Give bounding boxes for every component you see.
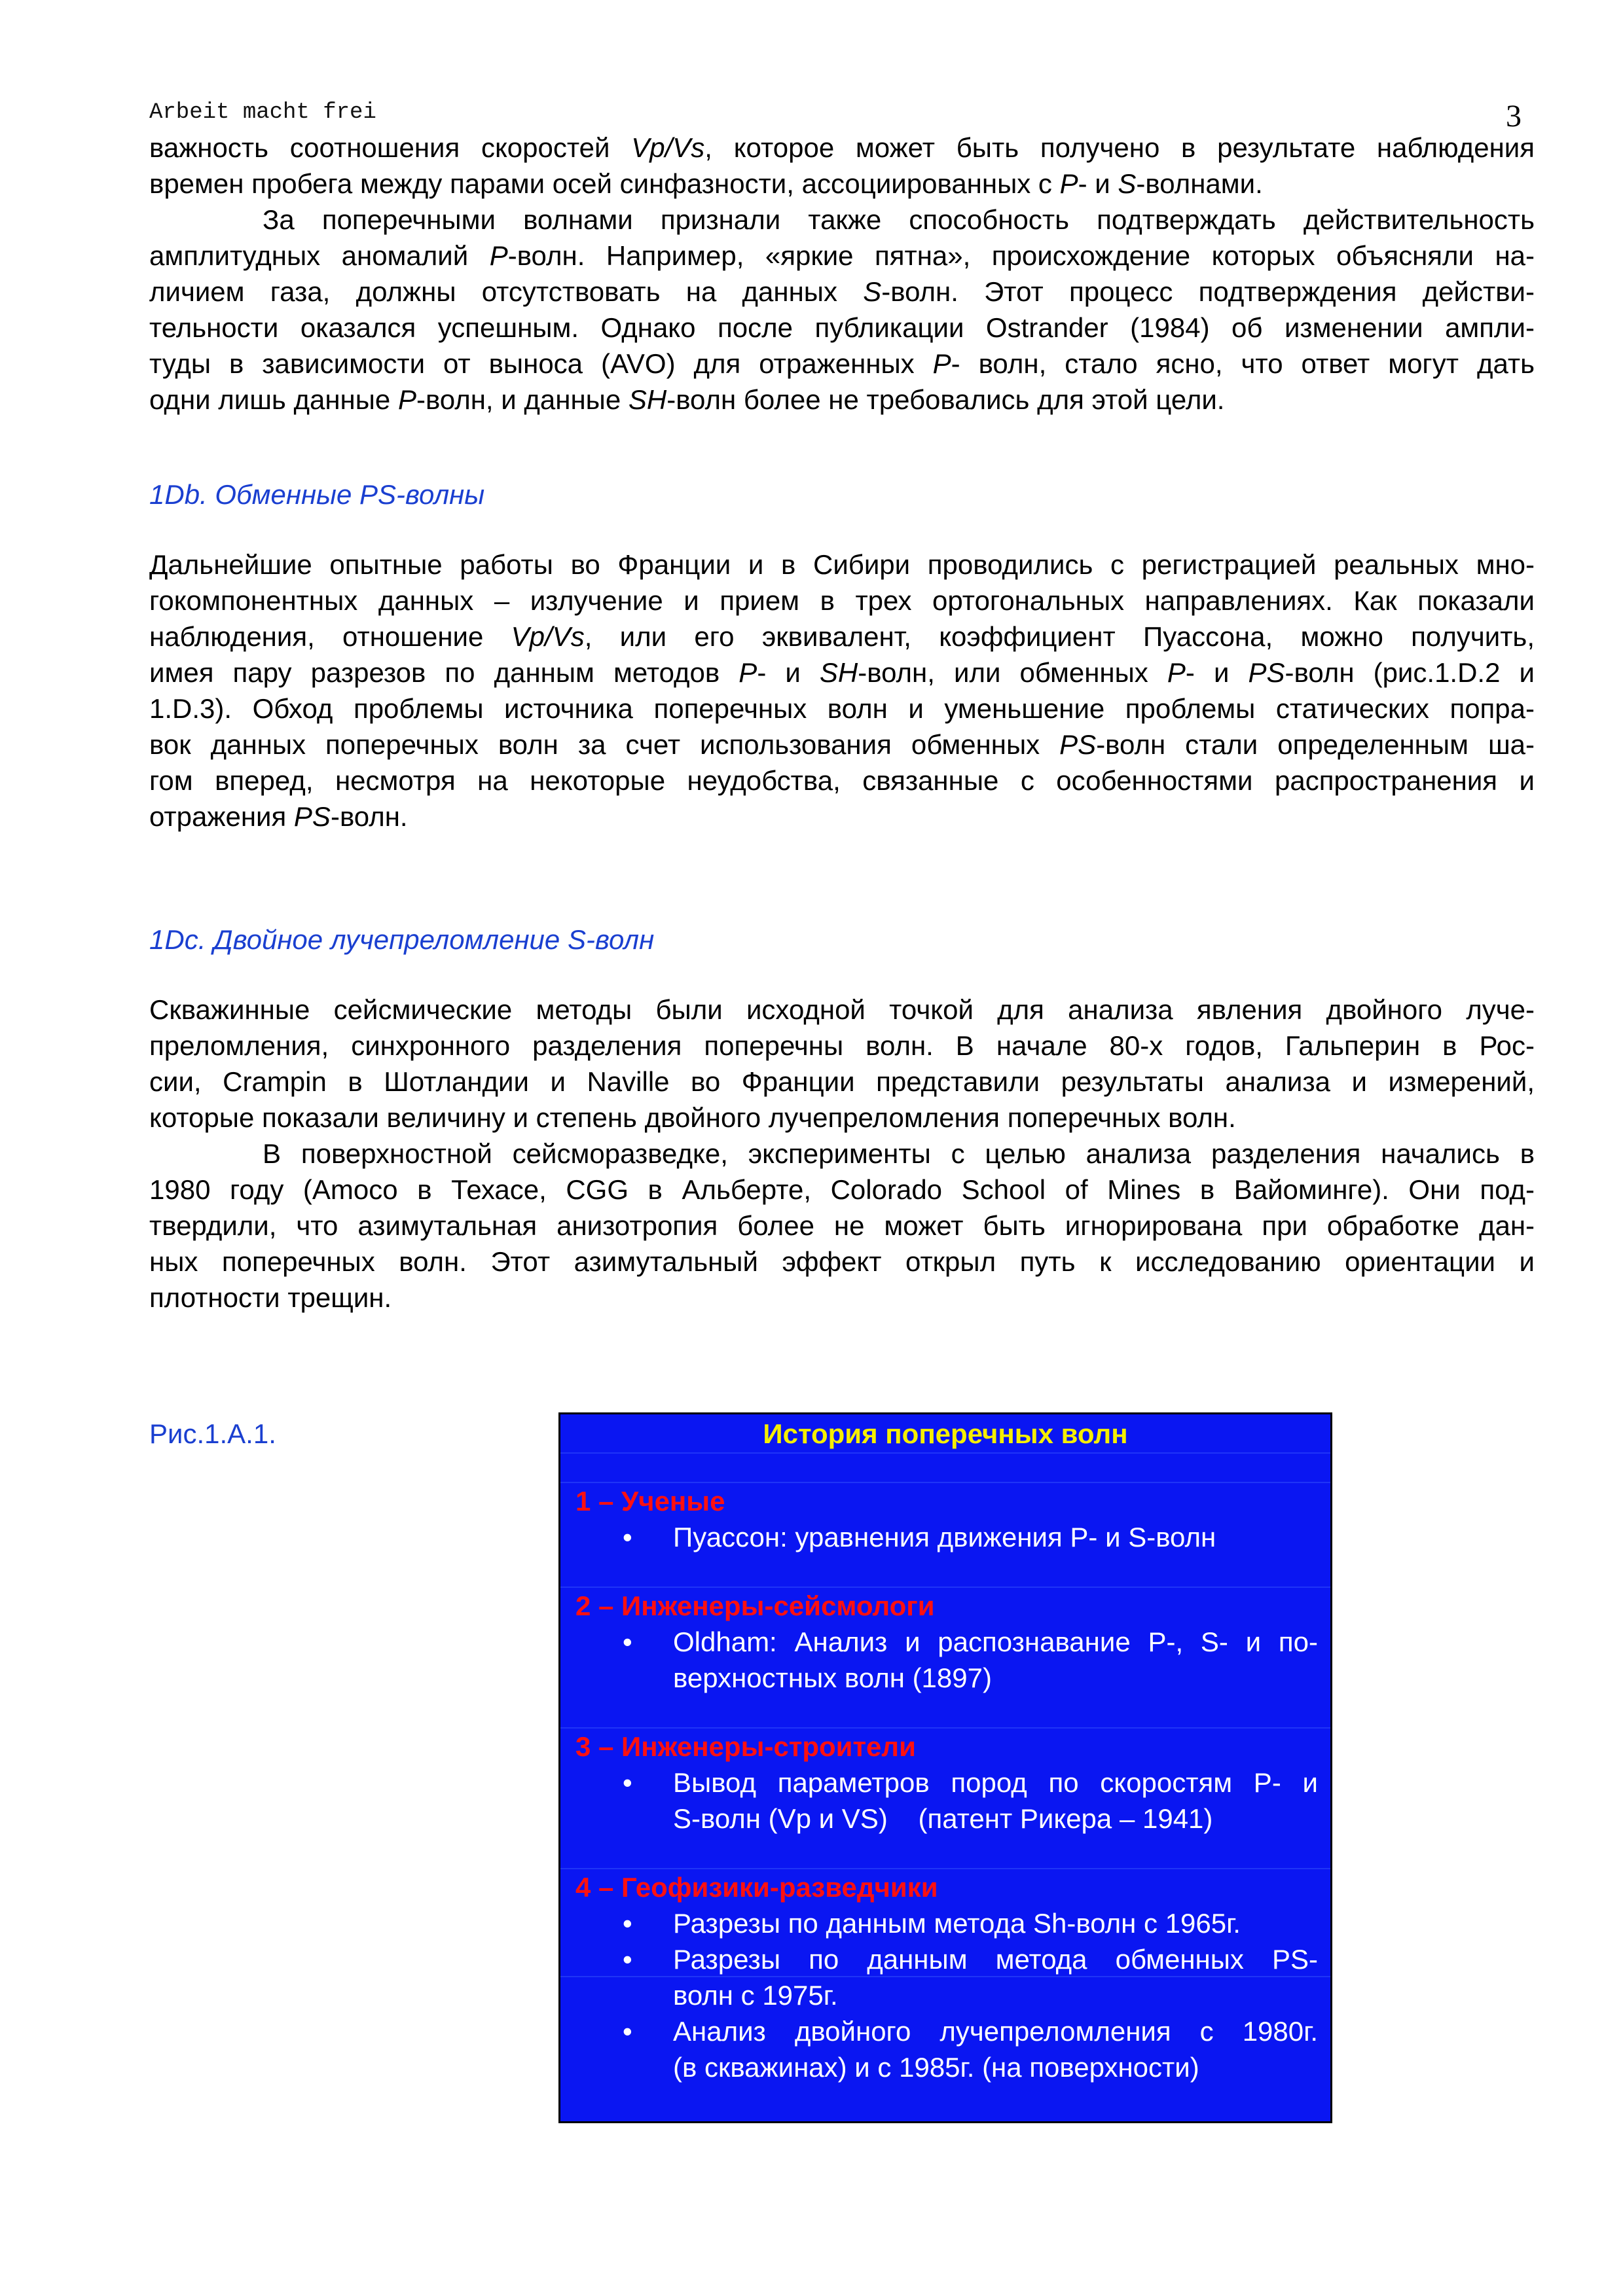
section-heading-1dc: 1Dc. Двойное лучепреломление S-волн xyxy=(149,924,655,955)
section-1dc-paragraph-1: Скважинные сейсмические методы были исходной точкой для анализа явления двойного луче- преломления, синхронного разделения поперечны волн. В начале 80-х годов, Гальперин в Рос- сии, Crampin в Шотландии и Naville во Франции представили результаты анализа и измерений, которые показали величину и степень двойного лучепреломления поперечных волн. xyxy=(149,994,1535,1133)
page-number: 3 xyxy=(1506,99,1522,134)
history-item: Вывод параметров пород по скоростям P- и S-волн (Vp и VS) (патент Рикера – 1941) xyxy=(673,1767,1318,1834)
running-header: Arbeit macht frei xyxy=(149,100,376,125)
history-item: Пуассон: уравнения движения P- и S-волн xyxy=(673,1522,1216,1552)
section-1db-paragraph: Дальнейшие опытные работы во Франции и в Сибири проводились с регистрацией реальных мно- гокомпонентных данных – излучение и прием в трех ортогональных направлениях. Как показали наблюдения, отношение Vp/Vs, или его эквивалент, коэффициент Пуассона, можно получить, имея пару разрезов по данным методов P- и SH-волн, или обменных P- и PS-волн (рис.1.D.2 и 1.D.3). Обход проблемы источника поперечных волн и уменьшение проблемы статических попра- вок данных поперечных волн за счет использования обменных PS-волн стали определенным ша- гом вперед, несмотря на некоторые неудобства, связанные с особенностями распространения и отражения PS-волн. xyxy=(149,549,1535,832)
bullet-icon: • xyxy=(623,1626,632,1657)
bullet-icon: • xyxy=(623,2016,632,2047)
bullet-icon: • xyxy=(623,1767,632,1798)
history-section-head: 1 – Ученые xyxy=(575,1486,725,1516)
divider xyxy=(560,1452,1330,1454)
history-section-head: 3 – Инженеры-строители xyxy=(575,1731,916,1762)
history-item: Разрезы по данным метода Sh-волн с 1965г. xyxy=(673,1908,1241,1939)
intro-paragraph: важность соотношения скоростей Vp/Vs, которое может быть получено в результате наблюдения времен пробега между парами осей синфазности, ассоциированных с P- и S-волнами. xyxy=(149,132,1535,199)
bullet-icon: • xyxy=(623,1522,632,1552)
shear-wave-paragraph: За поперечными волнами признали также способность подтверждать действительность амплитудных аномалий P-волн. Например, «яркие пятна», происхождение которых объясняли на- личием газа, должны отсутствовать на данных S-волн. Этот процесс подтверждения действи- тельности оказался успешным. Однако после публикации Ostrander (1984) об изменении ампли- туды в зависимости от выноса (AVO) для отраженных P- волн, стало ясно, что ответ могут дать одни лишь данные P-волн, и данные SH-волн более не требовались для этой цели. xyxy=(149,204,1535,415)
history-item: Разрезы по данным метода обменных PS- волн с 1975г. xyxy=(673,1944,1318,2011)
section-heading-1db: 1Db. Обменные PS-волны xyxy=(149,479,485,510)
history-section-head: 2 – Инженеры-сейсмологи xyxy=(575,1590,935,1621)
history-section-head: 4 – Геофизики-разведчики xyxy=(575,1872,938,1903)
shear-wave-history-figure xyxy=(558,1412,1332,2123)
bullet-icon: • xyxy=(623,1908,632,1939)
bullet-icon: • xyxy=(623,1944,632,1975)
history-item: Анализ двойного лучепреломления с 1980г. (в скважинах) и с 1985г. (на поверхности) xyxy=(673,2016,1318,2083)
section-1dc-paragraph-2: В поверхностной сейсморазведке, эксперименты с целью анализа разделения начались в 1980 году (Amoco в Техасе, CGG в Альберте, Colorado School of Mines в Вайоминге). Они под- твердили, что азимутальная анизотропия более не может быть игнорирована при обработке дан- ных поперечных волн. Этот азимутальный эффект открыл путь к исследованию ориентации и плотности трещин. xyxy=(149,1138,1535,1313)
figure-title: История поперечных волн xyxy=(763,1418,1128,1449)
figure-label: Рис.1.А.1. xyxy=(149,1418,276,1449)
history-item: Oldham: Анализ и распознавание P-, S- и по- верхностных волн (1897) xyxy=(673,1626,1318,1693)
